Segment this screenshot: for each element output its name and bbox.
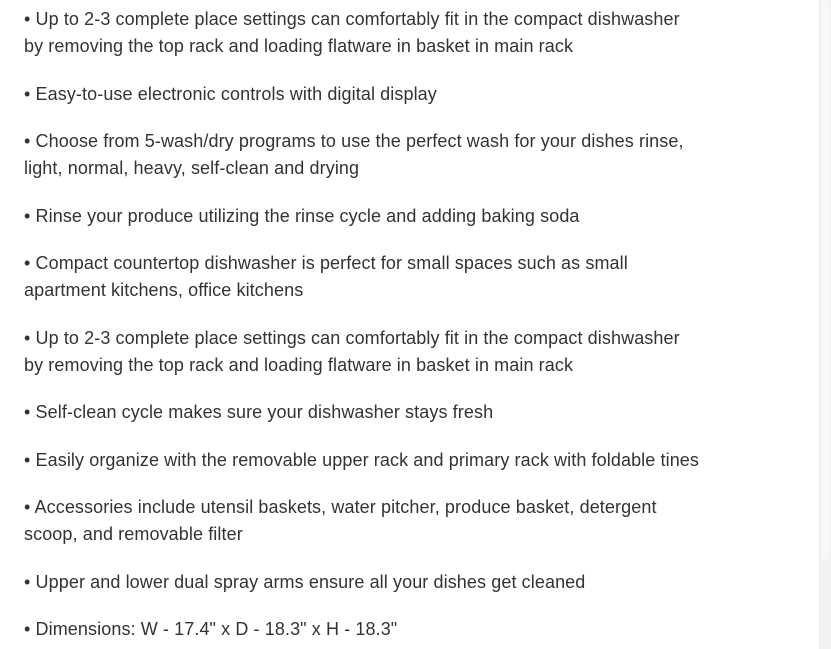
feature-item [24,325,819,379]
feature-item [24,447,819,474]
feature-text-line-1: Accessories include utensil baskets, water pitcher, produce basket, detergent [30,497,657,517]
feature-item [24,494,819,548]
feature-item [24,6,819,60]
feature-item [24,250,819,304]
bullet-glyph: • [24,497,31,517]
feature-item [24,399,819,426]
feature-text-line-1: Self-clean cycle makes sure your dishwasher stays fresh [30,402,494,422]
bullet-glyph: • [24,402,31,422]
feature-text-line-2: apartment kitchens, office kitchens [24,280,304,300]
scrollbar-thumb[interactable] [821,0,829,560]
feature-item [24,203,819,230]
feature-text-line-1: Easily organize with the removable upper rack and primary rack with foldable tines [30,449,700,470]
feature-text-line-1: Compact countertop dishwasher is perfect for small spaces such as small [30,253,628,273]
feature-text-line-1: Rinse your produce utilizing the rinse cycle and adding baking soda [30,205,580,226]
feature-item [24,569,819,596]
feature-list [24,6,819,643]
feature-item [24,616,819,643]
feature-text-line-1: Easy-to-use electronic controls with digital display [30,83,437,104]
feature-text-line-2: by removing the top rack and loading flatware in basket in main rack [24,36,574,56]
bullet-glyph: • [24,253,31,273]
feature-text-line-1: Dimensions: W - 17.4" x D - 18.3" x H - 18.3" [30,619,398,639]
feature-text-line-2: light, normal, heavy, self-clean and drying [24,158,360,178]
bullet-glyph: • [24,619,31,639]
bullet-glyph: • [24,83,31,104]
feature-item [24,128,819,182]
feature-text-line-2: by removing the top rack and loading flatware in basket in main rack [24,354,574,375]
feature-text-line-1: Upper and lower dual spray arms ensure all your dishes get cleaned [30,571,586,592]
feature-text-line-1: Up to 2-3 complete place settings can comfortably fit in the compact dishwasher [30,327,680,348]
bullet-glyph: • [24,327,31,348]
feature-text-line-2: scoop, and removable filter [24,524,243,544]
bullet-glyph: • [24,9,31,29]
feature-item [24,81,819,108]
bullet-glyph: • [24,205,31,226]
bullet-glyph: • [24,571,31,592]
bullet-glyph: • [24,131,31,151]
feature-text-line-1: Choose from 5-wash/dry programs to use the perfect wash for your dishes rinse, [30,131,684,151]
scrollbar-track[interactable] [819,0,831,649]
bullet-glyph: • [24,449,31,470]
feature-text-line-1: Up to 2-3 complete place settings can comfortably fit in the compact dishwasher [30,9,680,29]
